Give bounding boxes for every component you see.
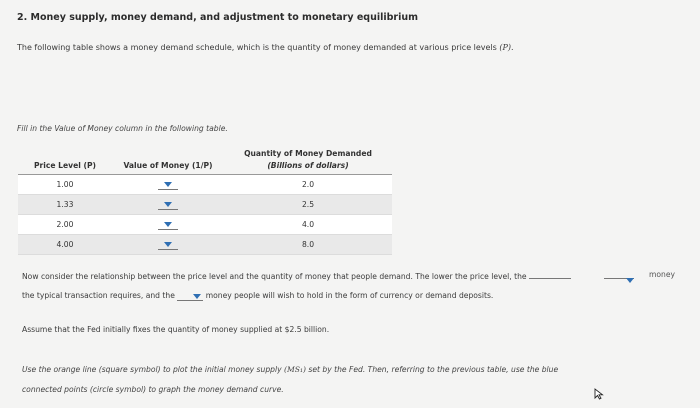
paragraph-text-1: Now consider the relationship between the price level and the quantity of money that people demand. The lower the price level, the (22, 272, 527, 281)
question-intro (17, 43, 514, 52)
qty-cell: 8.0 (224, 235, 392, 255)
money-demand-table (18, 147, 392, 255)
money-word: money (649, 270, 676, 279)
question-title: 2. Money supply, money demand, and adjustment to monetary equilibrium (17, 12, 419, 23)
dropdown-arrow-icon (626, 278, 634, 283)
relationship-paragraph-line1 (22, 270, 571, 281)
header-quantity-demanded (224, 147, 392, 175)
header-qty-line1: Quantity of Money Demanded (244, 149, 372, 158)
qty-cell: 2.5 (224, 195, 392, 215)
value-of-money-dropdown[interactable] (112, 175, 224, 195)
paragraph-text-2b: money people will wish to hold in the form of currency or demand deposits. (205, 291, 494, 300)
table-row (18, 235, 392, 255)
table-row (18, 175, 392, 195)
table-row (18, 195, 392, 215)
amount-of-money-dropdown[interactable] (604, 270, 634, 279)
dropdown-arrow-icon (164, 242, 172, 247)
header-value-of-money: Value of Money (1/P) (112, 147, 224, 175)
intro-text: The following table shows a money demand schedule, which is the quantity of money demanded at various price levels (17, 43, 497, 52)
value-of-money-dropdown[interactable] (112, 235, 224, 255)
paragraph-text-2a: the typical transaction requires, and the (22, 291, 175, 300)
table-row (18, 215, 392, 235)
price-cell: 1.00 (18, 175, 112, 195)
relationship-paragraph-line2 (22, 291, 493, 301)
table-instruction: Fill in the Value of Money column in the following table. (17, 124, 228, 133)
qty-cell: 4.0 (224, 215, 392, 235)
use-text-1a: Use the orange line (square symbol) to plot the initial money supply (22, 365, 282, 374)
price-cell: 2.00 (18, 215, 112, 235)
header-price-level: Price Level (P) (18, 147, 112, 175)
mouse-cursor-icon (594, 388, 604, 400)
price-level-blank (529, 270, 571, 279)
dropdown-arrow-icon (164, 202, 172, 207)
dropdown-arrow-icon (164, 182, 172, 187)
dropdown-arrow-icon (164, 222, 172, 227)
graph-instruction-line1 (22, 365, 558, 374)
price-cell: 1.33 (18, 195, 112, 215)
value-of-money-dropdown[interactable] (112, 215, 224, 235)
graph-instruction-line2: connected points (circle symbol) to graph the money demand curve. (22, 385, 284, 394)
qty-cell: 2.0 (224, 175, 392, 195)
ms1-symbol: (MS₁) (284, 365, 306, 374)
price-cell: 4.00 (18, 235, 112, 255)
money-held-dropdown[interactable] (177, 291, 203, 301)
value-of-money-dropdown[interactable] (112, 195, 224, 215)
header-qty-line2: (Billions of dollars) (267, 161, 349, 170)
dropdown-arrow-icon (193, 294, 201, 299)
intro-symbol: (P). (499, 43, 514, 52)
assumption-text: Assume that the Fed initially fixes the quantity of money supplied at $2.5 billion. (22, 325, 330, 334)
use-text-1b: set by the Fed. Then, referring to the previous table, use the blue (308, 365, 559, 374)
